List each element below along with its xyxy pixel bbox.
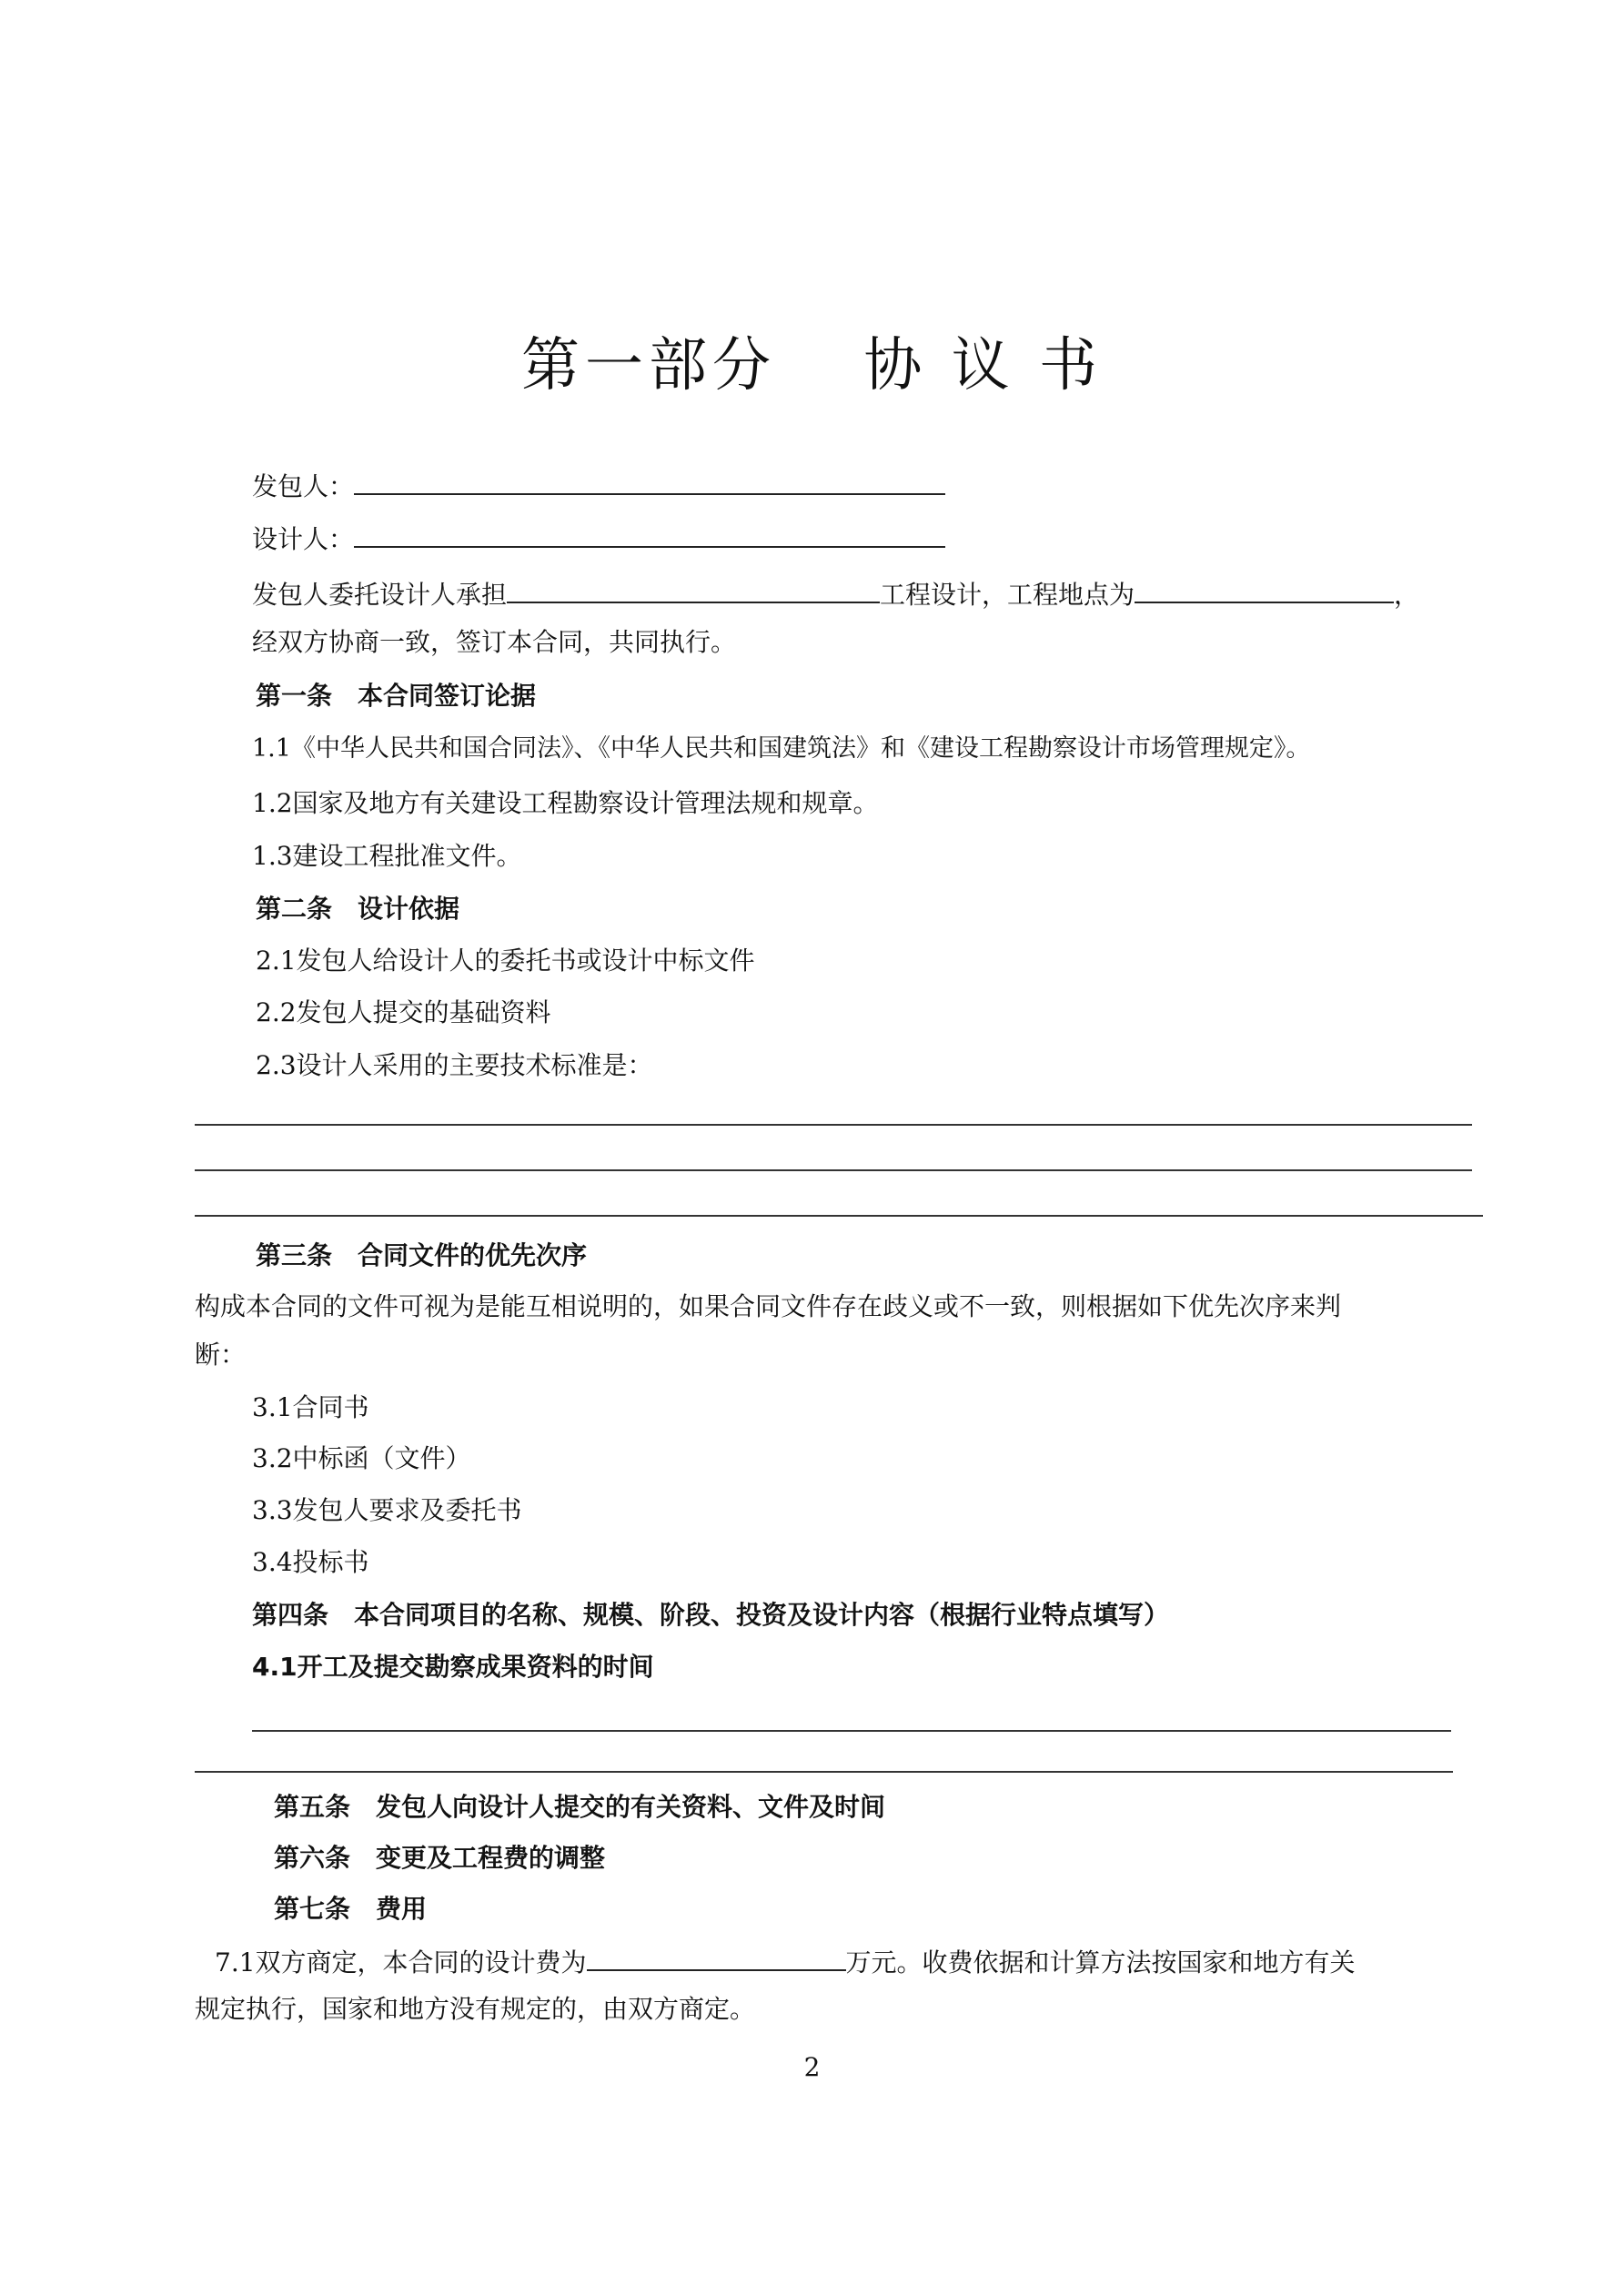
article-3-item: 3.4投标书 <box>252 1547 369 1577</box>
commission-text: ， <box>1394 580 1420 610</box>
designer-label: 设计人： <box>252 524 355 554</box>
article-2-item: 2.2发包人提交的基础资料 <box>256 997 551 1027</box>
employer-label: 发包人： <box>252 471 355 501</box>
article-1-heading: 第一条 本合同签订论据 <box>256 681 537 711</box>
article-3-intro: 断： <box>195 1340 247 1370</box>
article-3-intro: 构成本合同的文件可视为是能互相说明的，如果合同文件存在歧义或不一致，则根据如下优先次序来判 <box>195 1291 1342 1321</box>
fill-line[interactable] <box>195 1215 1483 1217</box>
employer-field[interactable] <box>354 470 945 495</box>
article-2-item: 2.3设计人采用的主要技术标准是： <box>256 1050 653 1080</box>
fill-line[interactable] <box>252 1730 1451 1732</box>
article-7-para: 规定执行，国家和地方没有规定的，由双方商定。 <box>195 1994 756 2024</box>
fee-text: 7.1双方商定，本合同的设计费为 <box>215 1947 587 1977</box>
commission-text: 发包人委托设计人承担 <box>252 580 508 610</box>
employer-line <box>252 470 945 503</box>
article-4-heading: 第四条 本合同项目的名称、规模、阶段、投资及设计内容（根据行业特点填写） <box>252 1600 1170 1630</box>
article-3-item: 3.2中标函（文件） <box>252 1443 471 1473</box>
page-title: 第一部分 协 议 书 <box>520 332 1104 400</box>
article-7-para <box>215 1946 1356 1979</box>
designer-line <box>252 522 945 556</box>
article-6-heading: 第六条 变更及工程费的调整 <box>274 1843 606 1873</box>
fill-line[interactable] <box>195 1771 1453 1773</box>
article-1-item: 1.3建设工程批准文件。 <box>252 841 522 871</box>
project-name-field[interactable] <box>507 578 880 603</box>
project-location-field[interactable] <box>1135 578 1394 603</box>
article-5-heading: 第五条 发包人向设计人提交的有关资料、文件及时间 <box>274 1792 886 1822</box>
article-3-item: 3.1合同书 <box>252 1392 369 1422</box>
article-3-heading: 第三条 合同文件的优先次序 <box>256 1240 588 1270</box>
article-2-heading: 第二条 设计依据 <box>256 894 460 924</box>
designer-field[interactable] <box>354 522 945 548</box>
fill-line[interactable] <box>195 1169 1472 1171</box>
commission-text: 工程设计，工程地点为 <box>880 580 1135 610</box>
article-3-item: 3.3发包人要求及委托书 <box>252 1495 522 1525</box>
commission-line <box>252 578 1419 612</box>
article-7-heading: 第七条 费用 <box>274 1894 428 1924</box>
fee-text: 万元。收费依据和计算方法按国家和地方有关 <box>845 1947 1356 1977</box>
fee-field[interactable] <box>587 1946 846 1971</box>
article-1-item: 1.1《中华人民共和国合同法》、《中华人民共和国建筑法》和《建设工程勘察设计市场管理规定》。 <box>252 734 1311 763</box>
article-4-sub: 4.1开工及提交勘察成果资料的时间 <box>252 1652 654 1682</box>
fill-line[interactable] <box>195 1124 1472 1126</box>
article-2-item: 2.1发包人给设计人的委托书或设计中标文件 <box>256 946 755 976</box>
agree-text: 经双方协商一致，签订本合同，共同执行。 <box>252 627 737 657</box>
page-number: 2 <box>803 2052 821 2082</box>
article-1-item: 1.2国家及地方有关建设工程勘察设计管理法规和规章。 <box>252 788 879 818</box>
